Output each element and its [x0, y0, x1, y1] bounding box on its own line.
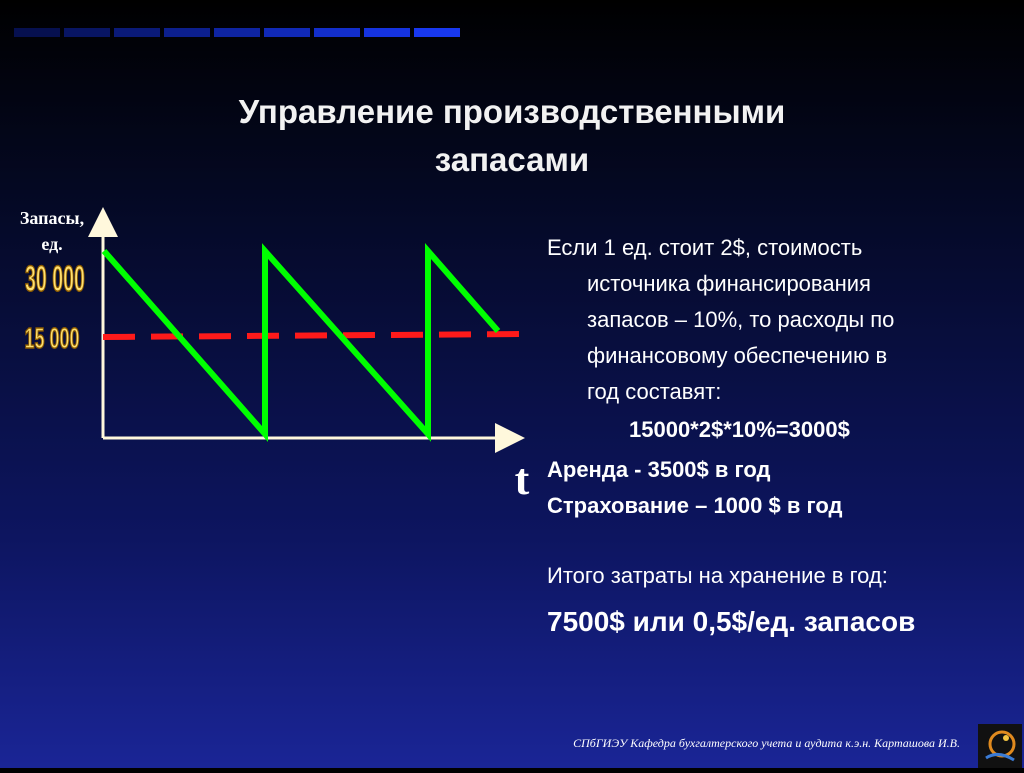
- text-line-1: Если 1 ед. стоит 2$, стоимость: [547, 235, 863, 260]
- text-line-4: финансовому обеспечению в: [587, 343, 888, 368]
- university-logo-icon: [978, 724, 1022, 768]
- x-axis-label: t: [514, 455, 530, 504]
- inventory-level-line: [104, 251, 498, 434]
- slide-title-line2: запасами: [434, 141, 590, 178]
- y-axis-label-line1: Запасы,: [19, 208, 85, 228]
- tick-label-average: 15 000: [24, 322, 80, 356]
- text-line-3: запасов – 10%, то расходы по: [587, 307, 895, 332]
- total-value: 7500$ или 0,5$/ед. запасов: [547, 606, 916, 637]
- average-inventory-line: [103, 334, 522, 337]
- tick-label-max: 30 000: [25, 260, 85, 300]
- cost-explanation-text: [547, 230, 1007, 642]
- insurance-cost: Страхование – 1000 $ в год: [547, 493, 843, 518]
- slide-title-line1: Управление производственными: [238, 93, 786, 130]
- text-line-2: источника финансирования: [587, 271, 871, 296]
- inventory-sawtooth-diagram: [0, 0, 540, 520]
- footer-credit: СПбГИЭУ Кафедра бухгалтерского учета и аудита к.э.н. Карташова И.В.: [573, 736, 960, 750]
- financing-cost-calculation: 15000*2$*10%=3000$: [629, 417, 850, 442]
- y-axis-label-line2: ед.: [41, 234, 63, 254]
- rent-cost: Аренда - 3500$ в год: [547, 457, 771, 482]
- total-label: Итого затраты на хранение в год:: [547, 563, 888, 588]
- text-line-5: год составят:: [587, 379, 722, 404]
